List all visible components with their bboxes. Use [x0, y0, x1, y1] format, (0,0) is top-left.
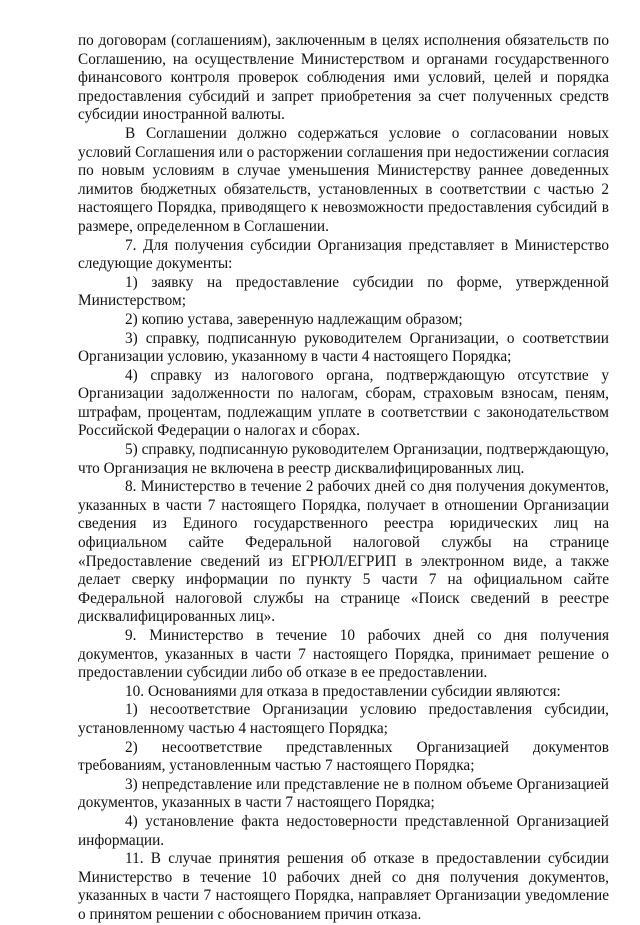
paragraph-12: 1) несоответствие Организации условию предоставления субсидии, установленному частью 4 настоящего Порядка;: [78, 701, 609, 737]
paragraph-13: 2) несоответствие представленных Организацией документов требованиям, установленным частью 7 настоящего Порядка;: [78, 738, 609, 775]
paragraph-7: 4) справку из налогового органа, подтверждающую отсутствие у Организации задолженности по налогам, сборам, страховым взносам, пеням, штрафам, процентам, подлежащим уплате в соответствии с законодательством Российской Федерации о налогах и сборах.: [78, 366, 609, 440]
paragraph-4: 1) заявку на предоставление субсидии по форме, утвержденной Министерством;: [78, 273, 609, 310]
paragraph-15: 4) установление факта недостоверности представленной Организацией информации.: [78, 812, 609, 849]
paragraph-6: 3) справку, подписанную руководителем Организации, о соответствии Организации условию, указанному в части 4 настоящего Порядка;: [78, 329, 609, 366]
paragraph-5: 2) копию устава, заверенную надлежащим образом;: [125, 310, 463, 328]
paragraph-16: 11. В случае принятия решения об отказе в предоставлении субсидии Министерство в течение 10 рабочих дней со дня получения документов, указанных в части 7 настоящего Порядка, направляет Организации уведомление о принятом решении с обоснованием причин отказа.: [78, 850, 609, 923]
paragraph-14: 3) непредставление или представление не в полном объеме Организацией документов, указанных в части 7 настоящего Порядка;: [78, 775, 609, 812]
paragraph-10: 9. Министерство в течение 10 рабочих дней со дня получения документов, указанных в части 7 настоящего Порядка, принимает решение о предоставлении субсидии либо об отказе в ее предоставлении.: [78, 627, 609, 682]
document-page: [78, 32, 609, 925]
paragraph-9: 8. Министерство в течение 2 рабочих дней со дня получения документов, указанных в части 7 настоящего Порядка, получает в отношении Организации сведения из Единого государственного реестра юридических лиц на официальном сайте Федеральной налоговой службы на странице «Предоставление сведений из ЕГРЮЛ/ЕГРИП в электронном виде, а также делает сверку информации по пункту 5 части 7 на официальном сайте Федеральной налоговой службы на странице «Поиск сведений в реестре дисквалифицированных лиц».: [78, 478, 609, 626]
paragraph-3: 7. Для получения субсидии Организация представляет в Министерство следующие документы:: [78, 236, 609, 273]
paragraph-2: В Соглашении должно содержаться условие о согласовании новых условий Соглашения или о расторжении соглашения при недостижении согласия по новым условиям в случае уменьшения Министерству раннее доведенных лимитов бюджетных обязательств, установленных в соответствии с частью 2 настоящего Порядка, приводящего к невозможности предоставления субсидий в размере, определенном в Соглашении.: [78, 124, 609, 235]
paragraph-1: по договорам (соглашениям), заключенным в целях исполнения обязательств по Соглашению, на осуществление Министерством и органами государственного финансового контроля проверок соблюдения ими условий, целей и порядка предоставления субсидий и запрет приобретения за счет полученных средств субсидии иностранной валюты.: [78, 32, 609, 124]
paragraph-8: 5) справку, подписанную руководителем Организации, подтверждающую, что Организация не включена в реестр дисквалифицированных лиц.: [78, 441, 609, 477]
paragraph-11: 10. Основаниями для отказа в предоставлении субсидии являются:: [125, 682, 561, 700]
